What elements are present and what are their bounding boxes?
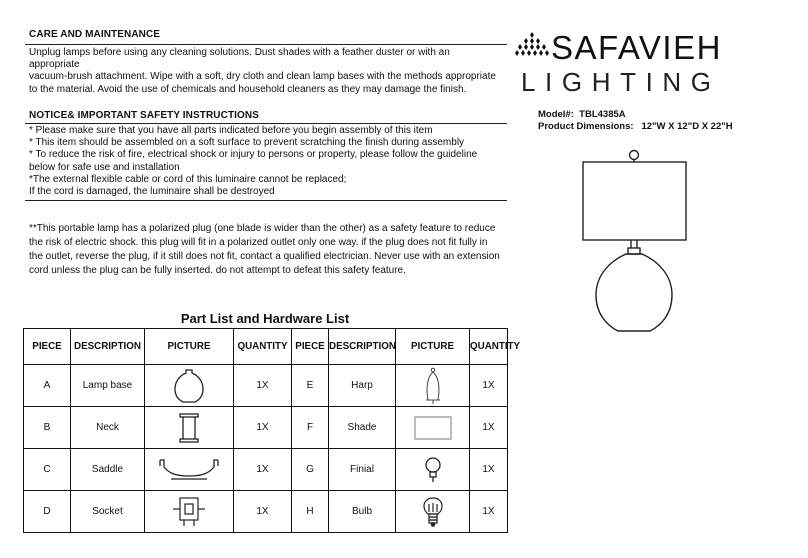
safety-line: below for safe use and installation [29,161,180,173]
table-row [24,449,508,491]
socket-icon [171,496,207,528]
piece-cell: D [24,491,71,533]
polarized-plug-note [29,222,500,278]
picture-cell [396,491,470,533]
harp-icon [422,367,444,405]
safety-text [29,125,477,198]
col-header: PIECE [292,329,329,365]
note-line: cord unless the plug can be fully inserted. do not attempt to defeat this safety feature. [29,265,406,276]
table-row [24,365,508,407]
model-number [538,109,626,120]
parts-table-title: Part List and Hardware List [180,311,350,326]
quantity-cell: 1X [470,449,508,491]
col-header: PICTURE [145,329,234,365]
shade-icon [413,415,453,441]
bulb-icon [422,496,444,528]
quantity-cell: 1X [234,407,292,449]
table-row [24,491,508,533]
safety-divider-top [25,123,507,124]
col-header: DESCRIPTION [329,329,396,365]
care-line: appropriate [29,59,80,71]
quantity-cell: 1X [234,365,292,407]
picture-cell [145,449,234,491]
picture-cell [145,365,234,407]
description-cell: Neck [71,407,145,449]
safety-line: * Please make sure that you have all parts indicated before you begin assembly of this item [29,125,433,136]
col-header: PIECE [24,329,71,365]
picture-cell [396,365,470,407]
piece-cell: C [24,449,71,491]
dims-value: 12"W X 12"D X 22"H [641,121,733,132]
piece-cell: A [24,365,71,407]
model-value: TBL4385A [579,109,626,120]
picture-cell [145,491,234,533]
brand-sub: LIGHTING [521,67,721,97]
note-line: the outlet, reverse the plug, if it still does not fit, contact a qualified electrician. Never use with an extension [29,251,500,262]
description-cell: Socket [71,491,145,533]
col-header: QUANTITY [234,329,292,365]
quantity-cell: 1X [470,365,508,407]
description-cell: Finial [329,449,396,491]
col-header: DESCRIPTION [71,329,145,365]
saddle-icon [157,457,221,483]
piece-cell: H [292,491,329,533]
neck-icon [177,412,201,444]
piece-cell: G [292,449,329,491]
description-cell: Shade [329,407,396,449]
brand-name: SAFAVIEH [551,29,722,66]
note-line: **This portable lamp has a polarized plug (one blade is wider than the other) as a safety feature to reduce [29,223,496,234]
care-divider [25,44,507,45]
note-line: the risk of electric shock. this plug will fit in a polarized outlet only one way. if the plug does not fit fully in [29,237,488,248]
picture-cell [396,407,470,449]
col-header: PICTURE [396,329,470,365]
description-cell: Lamp base [71,365,145,407]
safety-title: NOTICE& IMPORTANT SAFETY INSTRUCTIONS [29,110,259,121]
care-title: CARE AND MAINTENANCE [29,29,161,40]
safety-line: *The external flexible cable or cord of this luminaire cannot be replaced; [29,173,347,185]
safety-line: * To reduce the risk of fire, electrical shock or injury to persons or property, please follow the guideline [29,149,478,161]
care-line: to the material. Avoid the use of chemicals and household cleaners as they may damage the finish. [29,83,467,95]
description-cell: Saddle [71,449,145,491]
care-line: vacuum-brush attachment. Wipe with a soft, dry cloth and clean lamp bases with the methods appropriate [29,71,496,83]
picture-cell [396,449,470,491]
parts-table [23,328,521,533]
parts-header-row [24,329,508,365]
safety-line: * This item should be assembled on a soft surface to prevent scratching the finish during assembly [29,137,465,149]
safavieh-logo-mark-icon [514,30,550,64]
lamp-illustration-icon [570,145,700,345]
quantity-cell: 1X [234,491,292,533]
quantity-cell: 1X [234,449,292,491]
safety-line: If the cord is damaged, the luminaire shall be destroyed [29,186,275,198]
safety-divider-bottom [25,200,507,201]
model-label: Model#: [538,109,574,120]
col-header: QUANTITY [470,329,508,365]
piece-cell: F [292,407,329,449]
quantity-cell: 1X [470,491,508,533]
piece-cell: E [292,365,329,407]
care-line: Unplug lamps before using any cleaning solutions. Dust shades with a feather duster or with an [29,47,450,58]
description-cell: Bulb [329,491,396,533]
care-text [29,47,496,96]
quantity-cell: 1X [470,407,508,449]
table-row [24,407,508,449]
picture-cell [145,407,234,449]
lamp-base-icon [172,368,206,404]
finial-icon [423,456,443,484]
description-cell: Harp [329,365,396,407]
piece-cell: B [24,407,71,449]
dims-label: Product Dimensions: [538,121,634,132]
product-dimensions [538,121,733,132]
